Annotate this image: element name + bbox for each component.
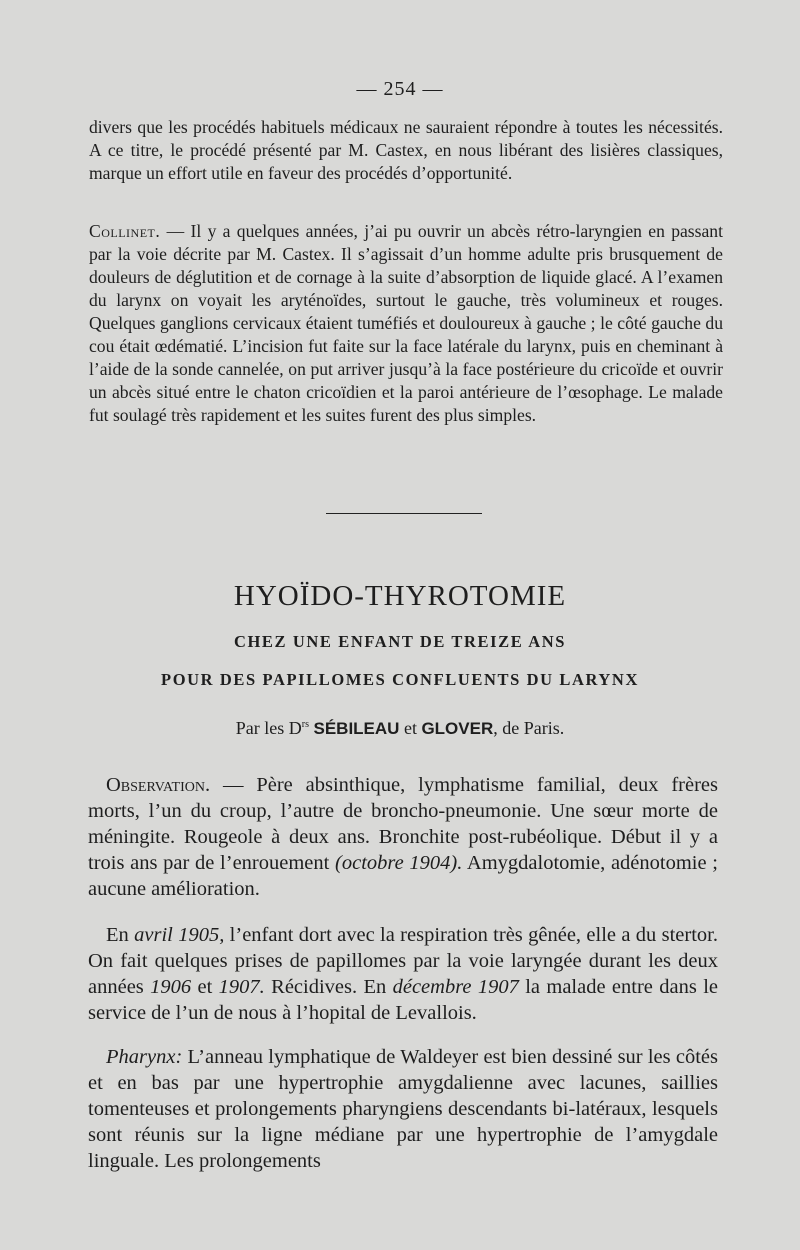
author-name-2: GLOVER [421, 719, 494, 738]
article-authors [0, 718, 800, 739]
article-subtitle-2: POUR DES PAPILLOMES CONFLUENTS DU LARYNX [161, 670, 639, 689]
observation-paragraph: Observation. — Père absinthique, lymphatisme familial, deux frères morts, l’un du croup, l’autre de broncho-pneumonie. Une sœur morte de méningite. Rougeole à deux ans. Bronchite post-rubéolique. Début il y a trois ans par de l’enrouement (octobre 1904). Amygdalotomie, adénotomie ; aucune amélioration. [88, 774, 718, 900]
section-divider [326, 513, 482, 514]
pharynx-label: Pharynx: [106, 1046, 183, 1068]
speaker-name: Collinet. [89, 221, 161, 241]
paragraph-text: divers que les procédés habituels médicaux ne sauraient répondre à toutes les nécessités. A ce titre, le procédé présenté par M. Castex, en nous libérant des lisières classiques, marque un effort utile en faveur des procédés d’opportunité. [89, 117, 723, 183]
authors-suffix: , de Paris. [493, 718, 565, 738]
authors-prefix: Par les D [235, 718, 302, 738]
article-subtitle-1: CHEZ UNE ENFANT DE TREIZE ANS [233, 632, 567, 651]
authors-and: et [399, 718, 422, 738]
authors-abbrev-sup: rs [301, 719, 309, 730]
history-paragraph: En avril 1905, l’enfant dort avec la respiration très gênée, elle a du stertor. On fait quelques prises de papillomes par la voie laryngée durant les deux années 1906 et 1907. Récidives. En décembre 1907 la malade entre dans le service de l’un de nous à l’hopital de Levallois. [88, 924, 718, 1024]
article-title: HYOÏDO-THYROTOMIE [233, 580, 567, 612]
discussion-paragraph-1 [89, 116, 723, 185]
page-number: — 254 — [356, 78, 444, 100]
pharynx-paragraph: Pharynx: L’anneau lymphatique de Waldeyer est bien dessiné sur les côtés et en bas par une hypertrophie amygdalienne avec lacunes, saillies tomenteuses et prolongements pharyngiens descendants bi-latéraux, lesquels sont réunis sur la ligne médiane par une hypertrophie de l’amygdale linguale. Les prolongements [88, 1046, 718, 1172]
author-name-1: SÉBILEAU [313, 719, 400, 738]
observation-label: Observation. [106, 774, 211, 796]
discussion-paragraph-collinet [89, 220, 723, 427]
paragraph-text: — Il y a quelques années, j’ai pu ouvrir un abcès rétro-laryngien en passant par la voie décrite par M. Castex. Il s’agissait d’un homme adulte pris brusquement de douleurs de déglutition et de cornage à la suite d’absorption de liquide glacé. A l’examen du larynx on voyait les aryténoïdes, surtout le gauche, très volumineux et rouges. Quelques ganglions cervicaux étaient tuméfiés et douloureux à gauche ; le côté gauche du cou était œdématié. L’incision fut faite sur la face latérale du larynx, puis en cheminant à l’aide de la sonde cannelée, on put arriver jusqu’à la face postérieure du cricoïde et ouvrir un abcès situé entre le chaton cricoïdien et la paroi antérieure de l’œsophage. Le malade fut soulagé très rapidement et les suites furent des plus simples. [89, 221, 723, 425]
